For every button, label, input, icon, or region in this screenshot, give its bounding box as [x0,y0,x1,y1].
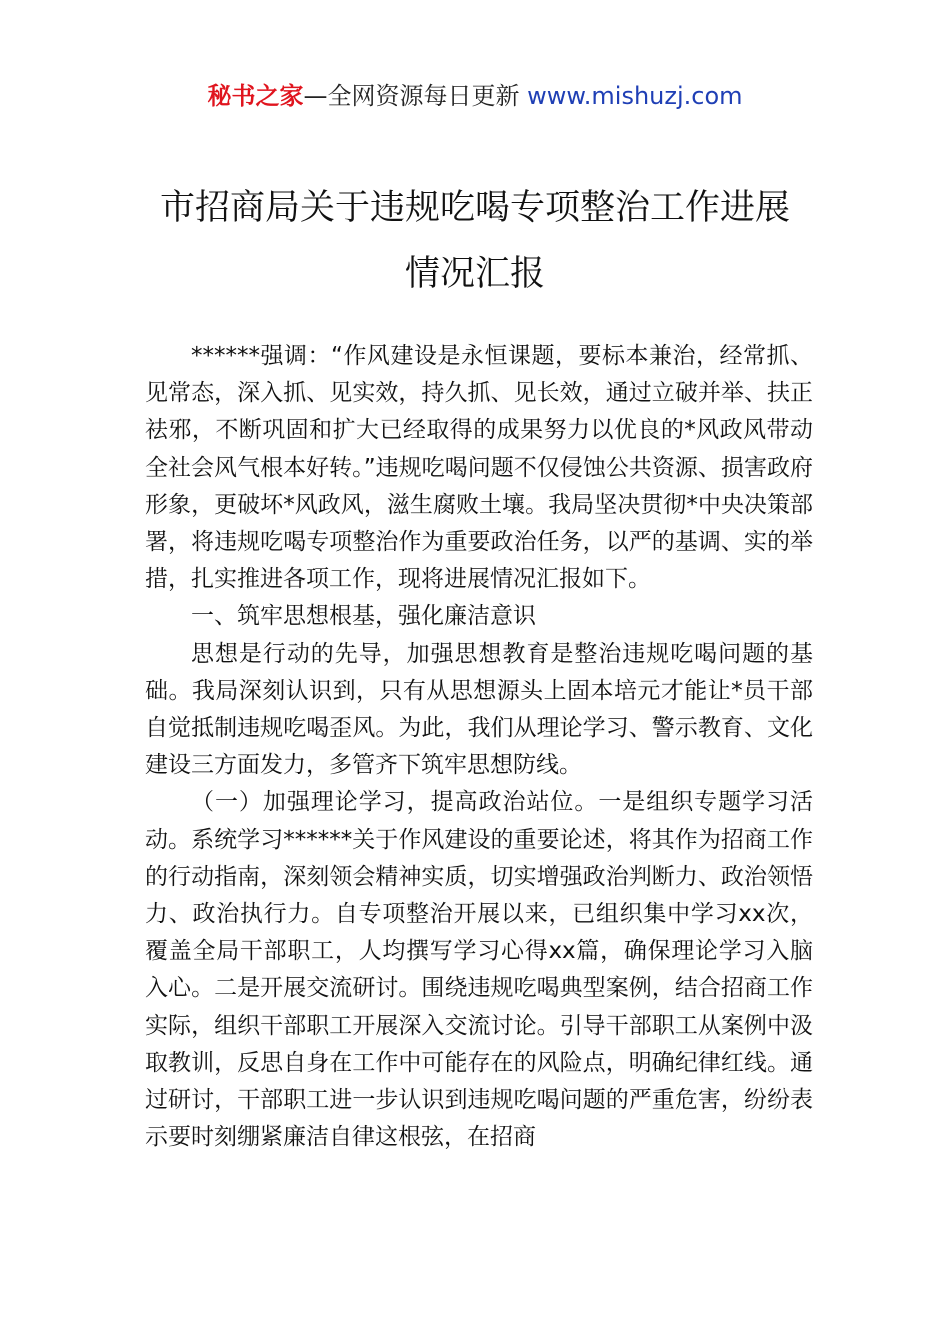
body-paragraph-section-1: 思想是行动的先导，加强思想教育是整治违规吃喝问题的基础。我局深刻认识到，只有从思想源头上固本培元才能让*员干部自觉抵制违规吃喝歪风。为此，我们从理论学习、警示教育、文化建设三方面发力，多管齐下筑牢思想防线。 [145,640,813,779]
site-slogan: —全网资源每日更新 [303,82,528,110]
document-title-line-1: 市招商局关于违规吃喝专项整治工作进展 [159,188,790,228]
site-brand: 秘书之家 [207,82,304,110]
body-paragraph-subsection-1: （一）加强理论学习，提高政治站位。一是组织专题学习活动。系统学习******关于作风建设的重要论述，将其作为招商工作的行动指南，深刻领会精神实质，切实增强政治判断力、政治领悟力、政治执行力。自专项整治开展以来，已组织集中学习xx次，覆盖全局干部职工，人均撰写学习心得xx篇，确保理论学习入脑入心。二是开展交流研讨。围绕违规吃喝典型案例，结合招商工作实际，组织干部职工开展深入交流讨论。引导干部职工从案例中汲取教训，反思自身在工作中可能存在的风险点，明确纪律红线。通过研讨，干部职工进一步认识到违规吃喝问题的严重危害，纷纷表示要时刻绷紧廉洁自律这根弦，在招商 [145,789,813,1151]
site-header [0,80,950,112]
body-paragraph-intro: ******强调：“作风建设是永恒课题，要标本兼治，经常抓、见常态，深入抓、见实效，持久抓、见长效，通过立破并举、扶正祛邪，不断巩固和扩大已经取得的成果努力以优良的*风政风带动全社会风气根本好转。”违规吃喝问题不仅侵蚀公共资源、损害政府形象，更破坏*风政风，滋生腐败土壤。我局坚决贯彻*中央决策部署，将违规吃喝专项整治作为重要政治任务，以严的基调、实的举措，扎实推进各项工作，现将进展情况汇报如下。 [145,343,813,593]
document-body [145,338,813,1156]
section-heading-1: 一、筑牢思想根基，强化廉洁意识 [191,603,536,630]
site-url-link[interactable]: www.mishuzj.com [527,82,743,110]
document-title-line-2: 情况汇报 [404,254,545,294]
